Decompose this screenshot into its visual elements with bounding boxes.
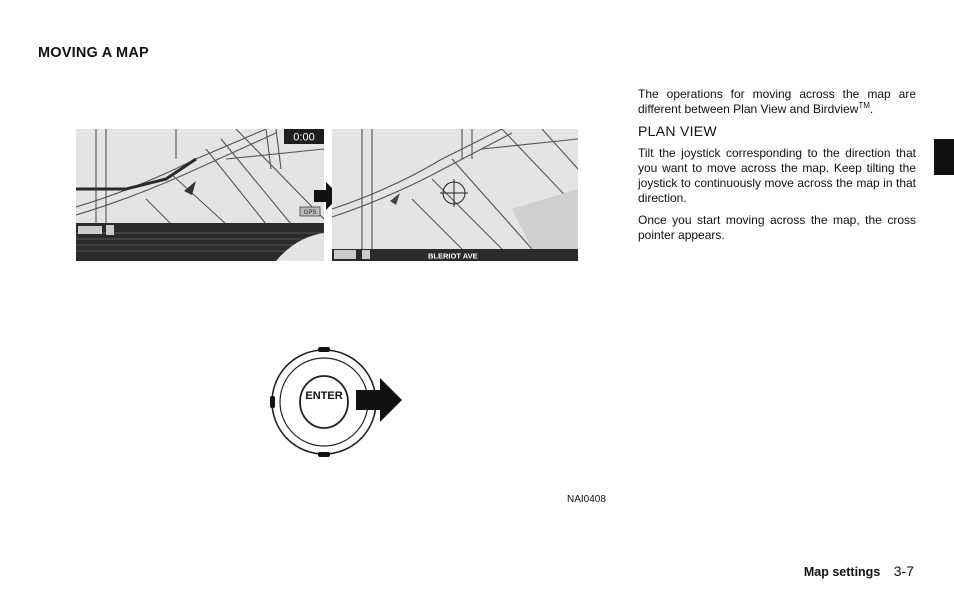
street-name-bar: BLERIOT AVE (428, 251, 478, 261)
body-text-column (638, 87, 916, 250)
trademark-superscript: TM (858, 101, 870, 110)
map-screen-before (76, 129, 324, 261)
paragraph: Tilt the joystick corresponding to the direction that you want to move across the map. Keep tilting the joystick to continuously move across the map in that direction. (638, 146, 916, 205)
enter-button-label: ENTER (305, 390, 343, 402)
intro-paragraph: The operations for moving across the map are different between Plan View and Birdview™. (638, 87, 916, 116)
joystick-icon (262, 340, 412, 466)
page-number: 3-7 (893, 563, 914, 579)
section-title: MOVING A MAP (38, 45, 149, 61)
gps-badge: GPS (303, 210, 317, 216)
paragraph: Once you start moving across the map, the cross pointer appears. (638, 213, 916, 242)
map-screen-after (332, 129, 578, 261)
footer-section-label: Map settings (803, 565, 881, 579)
figure-code: NAI0408 (567, 494, 606, 505)
chapter-tab-marker (934, 139, 954, 175)
clock-display: 0:00 (293, 131, 315, 144)
page-footer (804, 563, 914, 579)
subsection-title: PLAN VIEW (638, 123, 717, 139)
